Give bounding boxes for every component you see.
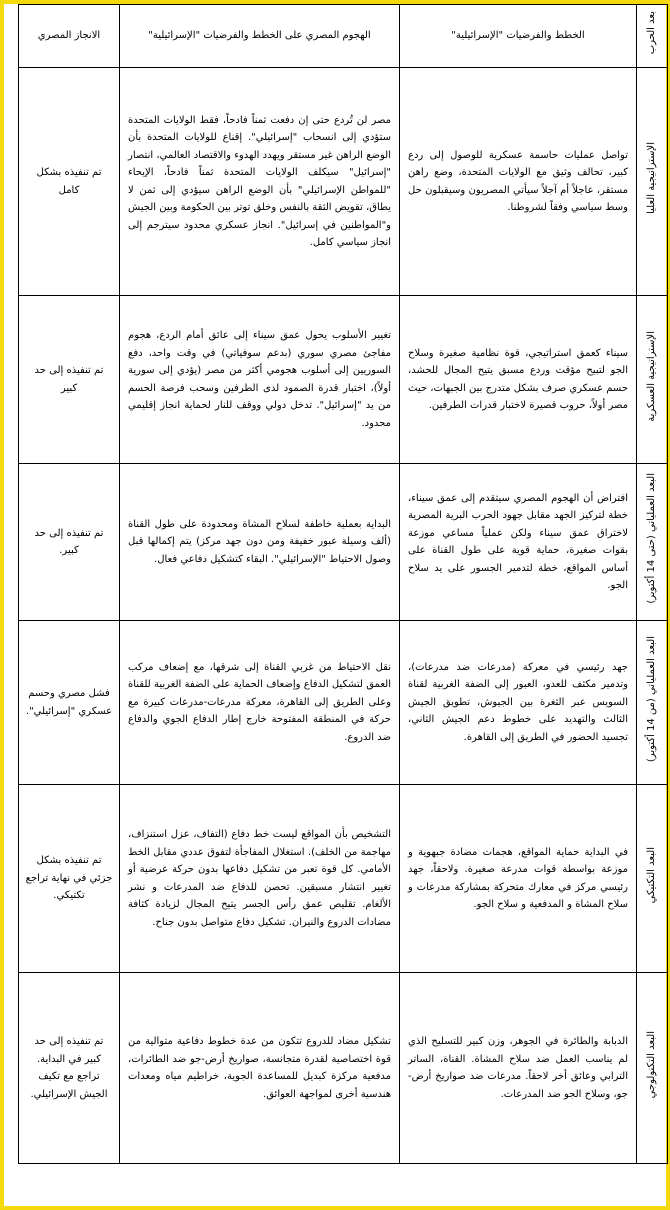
row-plans: الدبابة والطائرة في الجوهر، وزن كبير للتسليح الذي لم يناسب العمل ضد سلاح المشاة. القناة، الساتر الترابي وعائق أخر لاحقاً. مدرعات ضد صواريخ أرض- جو، وسلاح الجو ضد المدرعات.: [400, 973, 637, 1164]
row-dimension: البعد العملياتي (من 14 أكتوبر): [637, 621, 668, 785]
row-result: تم تنفيذه إلى حد كبير في البداية. تراجع مع تكيف الجيش الإسرائيلي.: [19, 973, 120, 1164]
row-result: تم تنفيذه بشكل كامل: [19, 68, 120, 296]
row-attack: نقل الاحتياط من غربي القناة إلى شرقها، مع إضعاف مركب العمق لتشكيل الدفاع وإضعاف الحماية على الضفة الغربية للقناة وعلى الطريق إلى القاهرة، معركة مدرعات-مدرعات كبيرة مع حركة في المنطقة المفتوحة خارج إطار الدفاع الجوي والدفاع ضد الدروع.: [120, 621, 400, 785]
row-result: تم تنفيذه إلى حد كبير.: [19, 464, 120, 621]
row-plans: سيناء كعمق استراتيجي، قوة نظامية صغيرة وسلاح الجو لتبيح مؤقت وردع مسبق يتيح المجال للحشد، حسم عسكري صرف بشكل متدرج بين الجبهات، حيث مصر أولاً، حروب قصيرة لاختبار قدرات الطرفين.: [400, 296, 637, 464]
row-dimension: البعد العملياتي (حتى 14 أكتوبر): [637, 464, 668, 621]
row-plans: جهد رئيسي في معركة (مدرعات ضد مدرعات)، وتدمير مكثف للعدو، العبور إلى الضفة الغربية لقناة السويس عبر الثغرة بين الجيوش، تطويق الجيش الثالث والتهديد على خطوط دعم الجيش الثاني، تجسيد الحضور في الطريق إلى القاهرة.: [400, 621, 637, 785]
row-plans: تواصل عمليات حاسمة عسكرية للوصول إلى ردع كبير، تحالف وثيق مع الولايات المتحدة، وضع راهن مستقر، عاجلاً أم آجلاً سيأتي المصريون وسيقبلون حل وسط سياسي وفقاً لشروطنا.: [400, 68, 637, 296]
row-attack: تغيير الأسلوب يحول عمق سيناء إلى عائق أمام الردع، هجوم مفاجئ مصري سوري (بدعم سوفياتي) في وقت واحد، دفع السوريين إلى أسلوب هجومي أكثر من مصر (يؤدي إلى سورية أولاً)، اختبار قدرة الصمود لدى الطرفين وسحب فرصة الحسم من يد "إسرائيل". تدخل دولي ووقف للنار لحماية انجاز إقليمي محدود.: [120, 296, 400, 464]
row-dimension: البعد التكتيكي: [637, 785, 668, 973]
table-row: [19, 973, 668, 1164]
row-result: فشل مصري وحسم عسكري "إسرائيلي".: [19, 621, 120, 785]
header-row: [19, 5, 668, 68]
header-dimension: بعد الحرب: [637, 5, 668, 68]
table-row: [19, 785, 668, 973]
row-dimension: الإستراتيجية العليا: [637, 68, 668, 296]
row-attack: مصر لن تُردع حتى إن دفعت ثمناً فادحاً، فقط الولايات المتحدة ستؤدي إلى انسحاب "إسرائيلي". إقناع للولايات المتحدة بأن الوضع الراهن غير مستقر ويهدد الهدوء والاقتصاد العالمي، انتصار "إسرائيل" سيكلف الولايات المتحدة ثمناً فادحاً، الإيحاء "للمواطن الإسرائيلي" بأن الوضع الراهن سيؤدي إلى ثمن لا يطاق، تقويض الثقة بالنفس وخلق توتر بين الحكومة وبين الجيش و"المواطنين في إسرائيل". انجاز عسكري محدود سيترجم إلى انجاز سياسي كامل.: [120, 68, 400, 296]
row-attack: تشكيل مضاد للدروع تتكون من عدة خطوط دفاعية متوالية من قوة اختصاصية لقدرة متجانسة، صواريخ أرض-جو ضد الطائرات، مدفعية مركزة كبديل للمساعدة الجوية، خراطيم مياه ومعدات هندسية أخرى لمواجهة العوائق.: [120, 973, 400, 1164]
table-row: [19, 464, 668, 621]
row-plans: في البداية حماية المواقع، هجمات مضادة جبهوية و موزعة بواسطة قوات مدرعة صغيرة. ولاحقاً، جهد رئيسي مركز في معارك متحركة بمشاركة مدرعات و سلاح المشاة و المدفعية و سلاح الجو.: [400, 785, 637, 973]
table-row: [19, 621, 668, 785]
row-result: تم تنفيذه بشكل جزئي في نهاية تراجع تكتيكي.: [19, 785, 120, 973]
comparison-table: [18, 4, 668, 1164]
header-attack: الهجوم المصري على الخطط والفرضيات "الإسرائيلية": [120, 5, 400, 68]
row-result: تم تنفيذه إلى حد كبير: [19, 296, 120, 464]
header-result: الانجاز المصري: [19, 5, 120, 68]
row-dimension: البعد التكنولوجي: [637, 973, 668, 1164]
row-attack: البداية بعملية خاطفة لسلاح المشاة ومحدودة على طول القناة (ألف وسيلة عبور خفيفة ومن دون جهد مركز) يتم إكمالها قبل وصول الاحتياط "الإسرائيلي". البقاء كتشكيل دفاعي فعال.: [120, 464, 400, 621]
row-plans: افتراض أن الهجوم المصري سيتقدم إلى عمق سيناء، خطة لتركيز الجهد مقابل جهود الحرب البرية المصرية لاختراق عمق سيناء ولكن عملياً مساعي موزعة بقوات صغيرة، حماية قوية على طول القناة على أساس المواقع، خطة لتدمير الجسور على يد سلاح الجو.: [400, 464, 637, 621]
row-attack: التشخيص بأن المواقع ليست خط دفاع (التفاف، عزل استنزاف، مهاجمة من الخلف). استغلال المفاجأة لتفوق عددي مقابل الخط الأمامي. كل قوة تعبر من تشكيل دفاعها بدون حركة عرضية أو تغيير انتشار مسبقين. تحصن للدفاع ضد المدرعات و نشر الألغام. تقليص عمق رأس الجسر يتيح المجال لزيادة كثافة مضادات الدروع والنيران. تشكيل دفاع متواصل بدون جناح.: [120, 785, 400, 973]
row-dimension: الإستراتيجية العسكرية: [637, 296, 668, 464]
header-plans: الخطط والفرضيات "الإسرائيلية": [400, 5, 637, 68]
table-row: [19, 296, 668, 464]
table-row: [19, 68, 668, 296]
